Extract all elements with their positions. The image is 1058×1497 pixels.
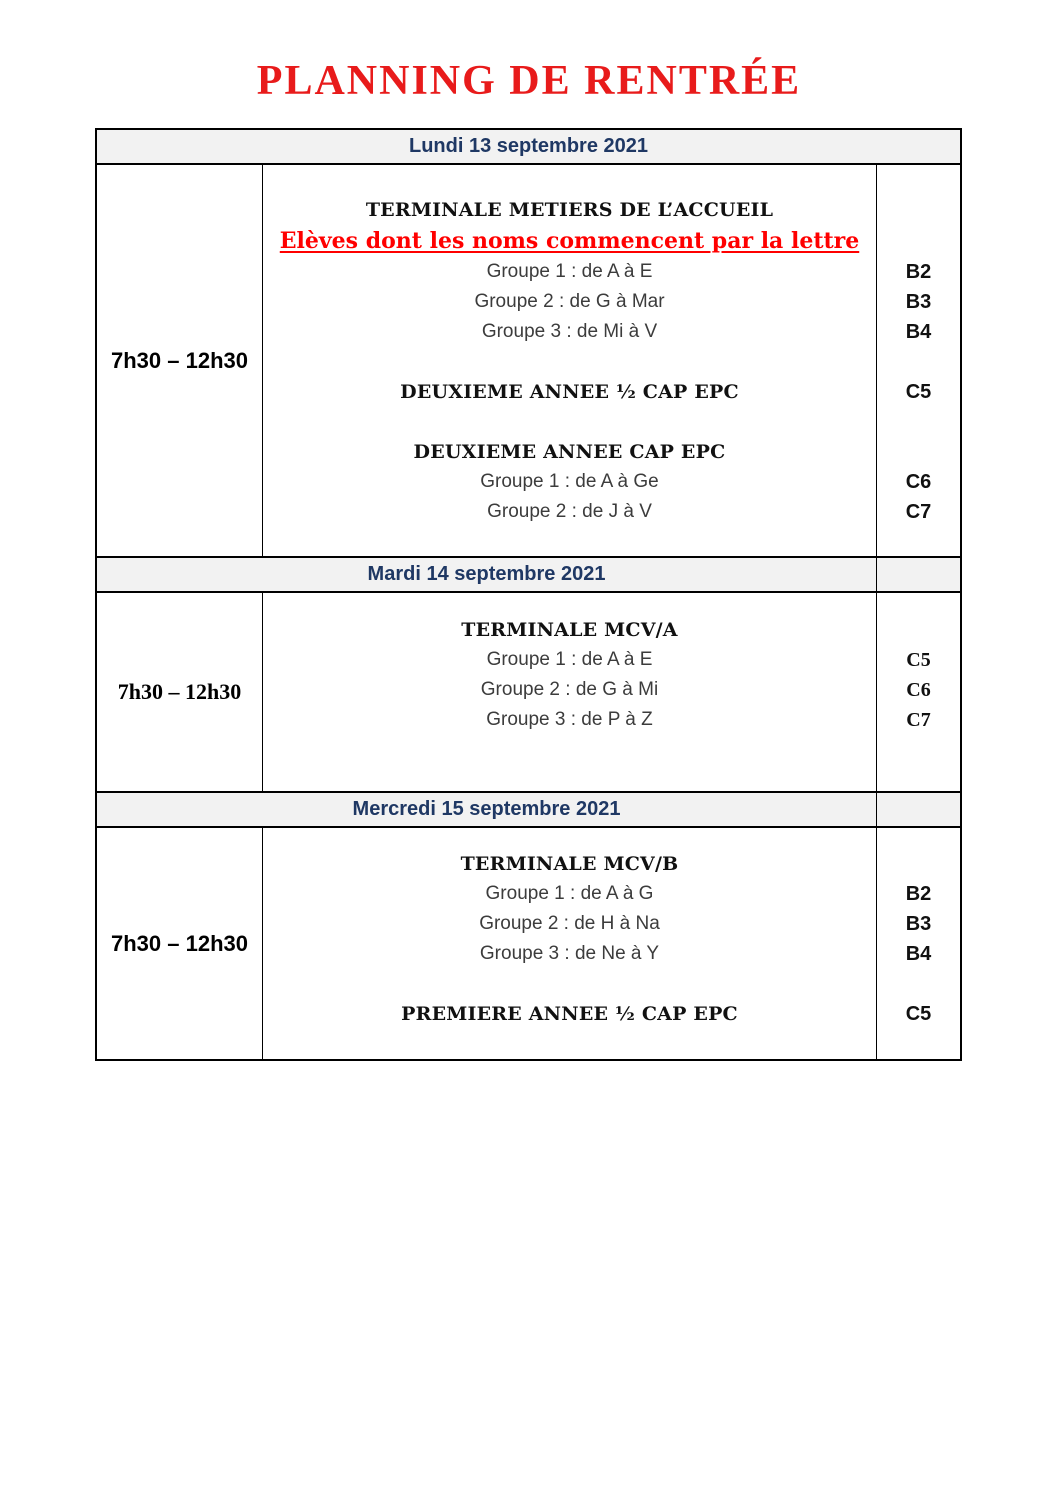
day-header-empty-cell	[876, 558, 960, 591]
day-header-empty-cell	[876, 793, 960, 826]
content-line	[263, 437, 876, 467]
room-label: B3	[905, 290, 932, 313]
day-header-cell	[97, 130, 960, 163]
group-line: Groupe 2 : de H à Na	[479, 913, 660, 934]
class-heading: PREMIERE ANNEE ½ CAP EPC	[401, 1003, 738, 1025]
content-line	[263, 467, 876, 497]
room-blank	[877, 849, 960, 879]
room-label: C5	[905, 1002, 932, 1025]
room-label: B2	[905, 882, 932, 905]
room-label: B3	[905, 912, 932, 935]
content-blank-line	[263, 347, 876, 377]
content-line	[263, 225, 876, 257]
group-line: Groupe 2 : de G à Mi	[480, 679, 659, 700]
group-line: Groupe 2 : de G à Mar	[474, 291, 665, 312]
room-label: C6	[906, 678, 931, 701]
room-blank	[877, 407, 960, 437]
day-body-row	[97, 165, 960, 556]
day-header-label: Mardi 14 septembre 2021	[367, 563, 606, 585]
rooms-cell	[876, 165, 960, 556]
day-header-row	[97, 556, 960, 593]
day-body-row	[97, 828, 960, 1059]
room-blank	[877, 195, 960, 225]
time-cell: 7h30 – 12h30	[97, 828, 263, 1059]
group-line: Groupe 3 : de P à Z	[486, 709, 653, 730]
room-label: C5	[905, 380, 932, 403]
room-blank	[877, 969, 960, 999]
group-line: Groupe 3 : de Mi à V	[481, 321, 658, 342]
room-blank	[877, 225, 960, 257]
room-blank	[877, 437, 960, 467]
planning-table	[95, 128, 962, 1061]
day-header-row	[97, 130, 960, 165]
room-blank	[877, 615, 960, 645]
group-line: Groupe 2 : de J à V	[487, 501, 652, 522]
class-heading: TERMINALE MCV/B	[460, 853, 679, 875]
room-label: B4	[905, 320, 932, 343]
group-line: Groupe 1 : de A à E	[486, 261, 653, 282]
room-label: C6	[905, 470, 932, 493]
class-heading: TERMINALE MCV/A	[461, 619, 678, 641]
content-line	[263, 317, 876, 347]
content-line	[263, 287, 876, 317]
red-underlined-heading: Elèves dont les noms commencent par la lettre	[279, 228, 860, 254]
day-body-row	[97, 593, 960, 791]
room-label: B2	[905, 260, 932, 283]
content-line	[263, 879, 876, 909]
page-title: PLANNING DE RENTRÉE	[256, 58, 802, 104]
content-line	[263, 195, 876, 225]
content-line	[263, 849, 876, 879]
rooms-cell	[876, 593, 960, 791]
class-heading: DEUXIEME ANNEE CAP EPC	[413, 441, 726, 463]
content-line	[263, 675, 876, 705]
content-blank-line	[263, 969, 876, 999]
content-line	[263, 909, 876, 939]
content-cell	[263, 593, 876, 791]
content-blank-line	[263, 407, 876, 437]
room-label: C7	[905, 500, 932, 523]
content-line	[263, 257, 876, 287]
room-label: B4	[905, 942, 932, 965]
class-heading: DEUXIEME ANNEE ½ CAP EPC	[400, 381, 739, 403]
group-line: Groupe 1 : de A à G	[485, 883, 654, 904]
content-line	[263, 645, 876, 675]
time-cell: 7h30 – 12h30	[97, 593, 263, 791]
content-line	[263, 705, 876, 735]
content-line	[263, 377, 876, 407]
day-header-cell	[97, 558, 876, 591]
content-cell	[263, 165, 876, 556]
room-label: C5	[906, 648, 931, 671]
rooms-cell	[876, 828, 960, 1059]
room-label: C7	[906, 708, 931, 731]
group-line: Groupe 3 : de Ne à Y	[479, 943, 660, 964]
content-line	[263, 497, 876, 527]
class-heading: TERMINALE METIERS DE L’ACCUEIL	[365, 199, 774, 221]
day-header-row	[97, 791, 960, 828]
day-header-cell	[97, 793, 876, 826]
day-header-label: Lundi 13 septembre 2021	[409, 135, 648, 157]
content-line	[263, 939, 876, 969]
content-line	[263, 999, 876, 1029]
time-cell: 7h30 – 12h30	[97, 165, 263, 556]
content-line	[263, 615, 876, 645]
group-line: Groupe 1 : de A à E	[486, 649, 653, 670]
content-cell	[263, 828, 876, 1059]
day-header-label: Mercredi 15 septembre 2021	[352, 798, 621, 820]
group-line: Groupe 1 : de A à Ge	[480, 471, 659, 492]
room-blank	[877, 347, 960, 377]
